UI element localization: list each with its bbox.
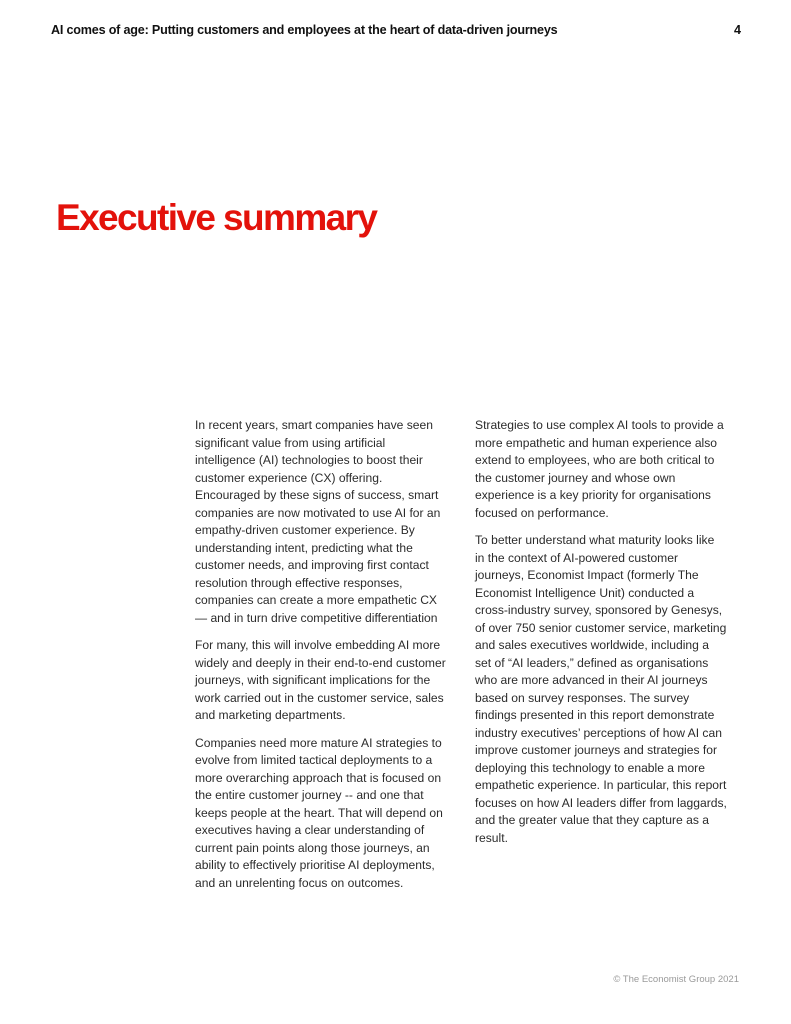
page-number: 4	[733, 23, 741, 37]
running-header	[51, 23, 741, 41]
right-paragraph-1: Strategies to use complex AI tools to provide a more empathetic and human experience also extend to employees, who are both critical to the customer journey and whose own experience is a key priority for organisations focused on performance.	[475, 418, 724, 520]
left-paragraph-3: Companies need more mature AI strategies to evolve from limited tactical deployments to a more overarching approach that is focused on the entire customer journey -- and one that keeps people at the heart. That will depend on executives having a clear understanding of current pain points along those journeys, an ability to effectively prioritise AI deployments, and an unrelenting focus on outcomes.	[195, 735, 443, 890]
right-paragraph-2: To better understand what maturity looks like in the context of AI-powered customer journeys, Economist Impact (formerly The Economist Intelligence Unit) conducted a cross-industry survey, sponsored by Genesys, of over 750 senior customer service, marketing and sales executives worldwide, including a set of “AI leaders,” defined as organisations who are more advanced in their AI journeys based on survey responses. The survey findings presented in this report demonstrate industry executives’ perceptions of how AI can improve customer journeys and strategies for deploying this technology to enable a more empathetic experience. In particular, this report focuses on how AI leaders differ from laggards, and the greater value that they capture as a result.	[475, 533, 727, 845]
left-column	[195, 417, 447, 902]
section-title: Executive summary	[56, 197, 377, 238]
left-paragraph-1: In recent years, smart companies have seen significant value from using artificial intelligence (AI) technologies to boost their customer experience (CX) offering. Encouraged by these signs of success, smart companies are now motivated to use AI for an empathy-driven customer experience. By understanding intent, predicting what the customer needs, and improving first contact resolution through effective responses, companies can create a more empathetic CX — and in turn drive competitive differentiation	[195, 418, 441, 625]
copyright-notice: © The Economist Group 2021	[613, 974, 739, 985]
left-paragraph-2: For many, this will involve embedding AI more widely and deeply in their end-to-end customer journeys, with significant implications for the work carried out in the customer service, sales and marketing departments.	[195, 638, 446, 722]
report-title: AI comes of age: Putting customers and employees at the heart of data-driven journeys	[51, 23, 558, 37]
right-column	[475, 417, 727, 857]
